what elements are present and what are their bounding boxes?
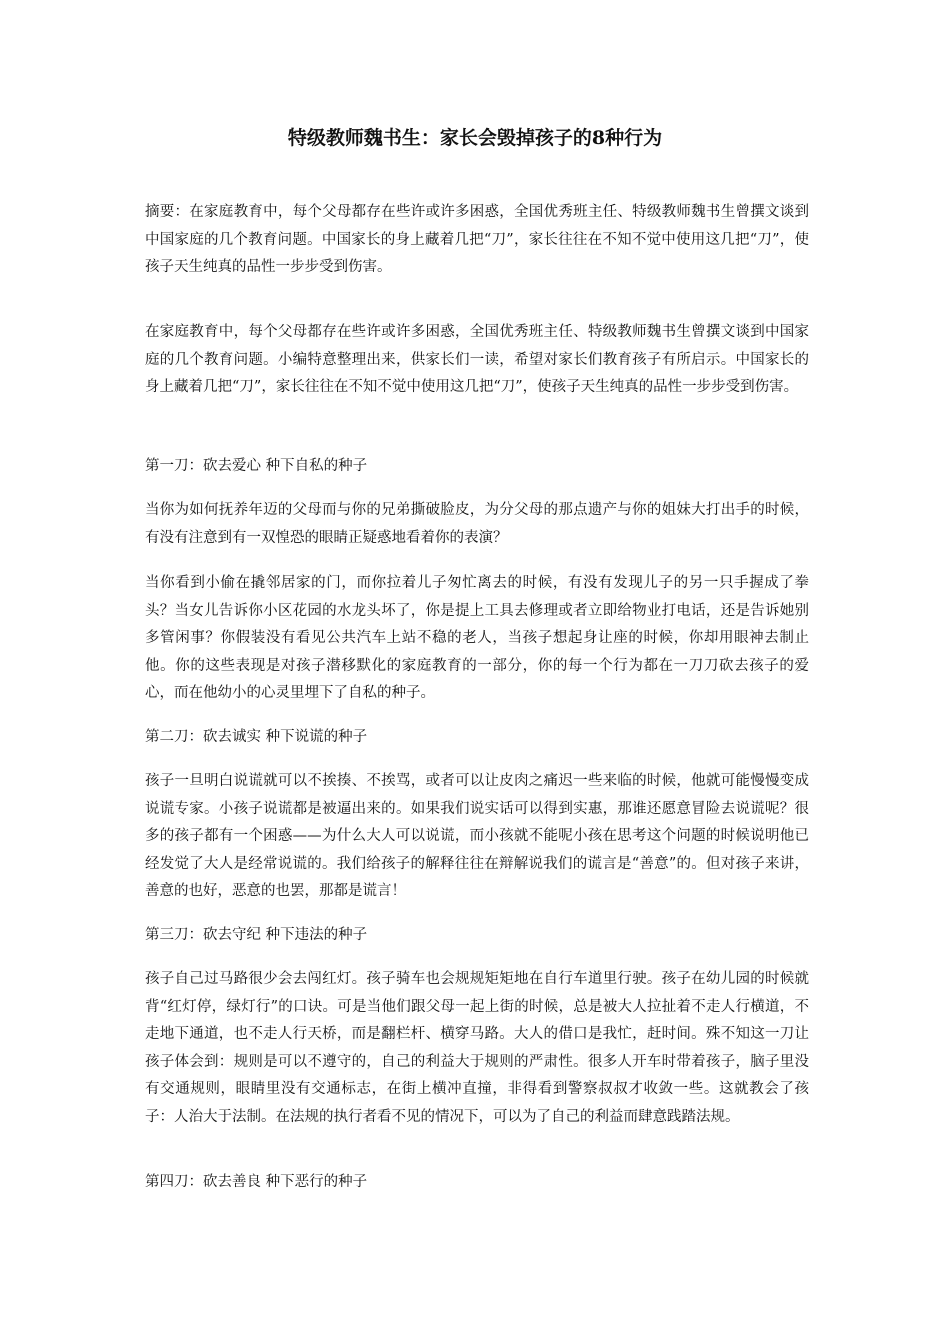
intro-paragraph: 在家庭教育中，每个父母都存在些许或许多困惑，全国优秀班主任、特级教师魏书生曾撰文谈到中国家庭的几个教育问题。小编特意整理出来，供家长们一读，希望对家长们教育孩子有所启示。中国家长的身上藏着几把“刀”，家长往往在不知不觉中使用这几把“刀”，使孩子天生纯真的品性一步步受到伤害。 (145, 324, 809, 396)
section-1-paragraph-2: 当你看到小偷在撬邻居家的门，而你拉着儿子匆忙离去的时候，有没有发现儿子的另一只手握成了拳头？当女儿告诉你小区花园的水龙头坏了，你是提上工具去修理或者立即给物业打电话，还是告诉她别多管闲事？你假装没有看见公共汽车上站不稳的老人，当孩子想起身让座的时候，你却用眼神去制止他。你的这些表现是对孩子潜移默化的家庭教育的一部分，你的每一个行为都在一刀刀砍去孩子的爱心，而在他幼小的心灵里埋下了自私的种子。 (145, 575, 809, 702)
section-4-heading: 第四刀：砍去善良 种下恶行的种子 (145, 1174, 368, 1190)
section-3-paragraph-1: 孩子自己过马路很少会去闯红灯。孩子骑车也会规规矩矩地在自行车道里行驶。孩子在幼儿园的时候就背“红灯停，绿灯行”的口诀。可是当他们跟父母一起上街的时候，总是被大人拉扯着不走人行横道，不走地下通道，也不走人行天桥，而是翻栏杆、横穿马路。大人的借口是我忙，赶时间。殊不知这一刀让孩子体会到：规则是可以不遵守的，自己的利益大于规则的严肃性。很多人开车时带着孩子，脑子里没有交通规则，眼睛里没有交通标志，在街上横冲直撞，非得看到警察叔叔才收敛一些。这就教会了孩子：人治大于法制。在法规的执行者看不见的情况下，可以为了自己的利益而肆意践踏法规。 (145, 971, 809, 1125)
section-1-paragraph-1: 当你为如何抚养年迈的父母而与你的兄弟撕破脸皮，为分父母的那点遗产与你的姐妹大打出手的时候，有没有注意到有一双惶恐的眼睛正疑惑地看着你的表演？ (145, 502, 809, 546)
section-2-paragraph-1: 孩子一旦明白说谎就可以不挨揍、不挨骂，或者可以让皮肉之痛迟一些来临的时候，他就可能慢慢变成说谎专家。小孩子说谎都是被逼出来的。如果我们说实话可以得到实惠，那谁还愿意冒险去说谎呢？很多的孩子都有一个困惑——为什么大人可以说谎，而小孩就不能呢小孩在思考这个问题的时候说明他已经发觉了大人是经常说谎的。我们给孩子的解释往往在辩解说我们的谎言是“善意”的。但对孩子来讲，善意的也好，恶意的也罢，那都是谎言！ (145, 773, 809, 900)
section-3-heading: 第三刀：砍去守纪 种下违法的种子 (145, 927, 368, 943)
document-title: 特级教师魏书生：家长会毁掉孩子的8种行为 (287, 127, 663, 149)
section-1-heading: 第一刀：砍去爱心 种下自私的种子 (145, 458, 368, 474)
section-2-heading: 第二刀：砍去诚实 种下说谎的种子 (145, 729, 368, 745)
summary-paragraph: 摘要：在家庭教育中，每个父母都存在些许或许多困惑，全国优秀班主任、特级教师魏书生曾撰文谈到中国家庭的几个教育问题。中国家长的身上藏着几把“刀”，家长往往在不知不觉中使用这几把“刀”，使孩子天生纯真的品性一步步受到伤害。 (145, 204, 809, 276)
